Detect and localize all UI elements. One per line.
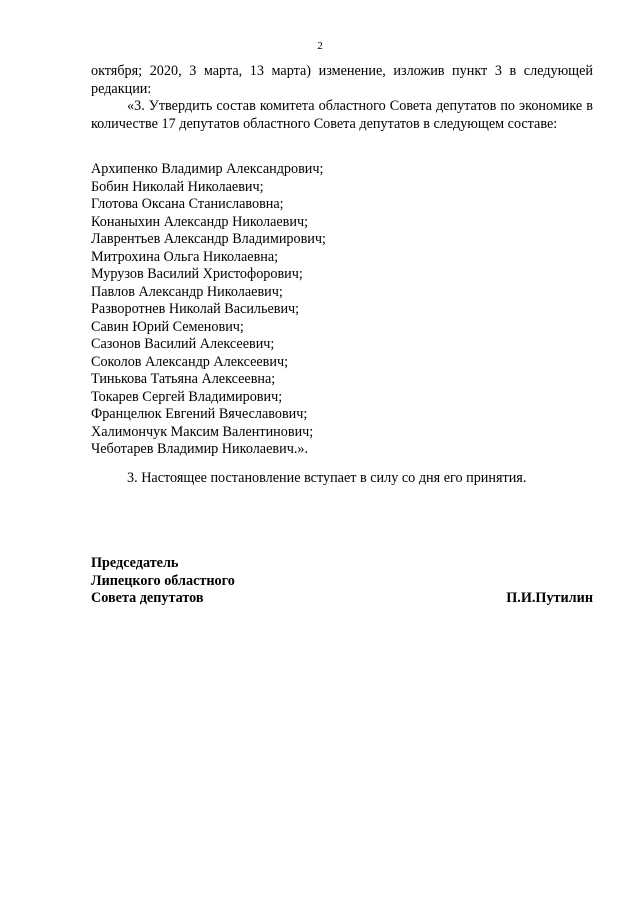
member-item: Францелюк Евгений Вячеславович; [91,406,308,422]
signatory-title-line-1: Председатель [91,555,179,571]
signatory-title-line-2: Липецкого областного [91,572,235,589]
member-item: Халимончук Максим Валентинович; [91,423,314,440]
effective-date-paragraph: 3. Настоящее постановление вступает в силу со дня его принятия. [127,470,527,486]
member-item: Тинькова Татьяна Алексеевна; [91,371,276,387]
member-item: Мурузов Василий Христофорович; [91,266,303,282]
member-item: Конаныхин Александр Николаевич; [91,213,309,230]
member-item: Лаврентьев Александр Владимирович; [91,231,326,247]
member-item: Павлов Александр Николаевич; [91,283,283,300]
signature-block [91,555,593,608]
member-item: Разворотнев Николай Васильевич; [91,301,300,317]
member-item: Токарев Сергей Владимирович; [91,388,283,405]
member-item: Бобин Николай Николаевич; [91,178,264,195]
member-item: Соколов Александр Алексеевич; [91,353,289,370]
signatory-title-line-3: Совета депутатов [91,590,204,606]
committee-members-list [91,161,593,459]
page-number: 2 [317,40,323,52]
quote-intro-paragraph: «3. Утвердить состав комитета областного Совета депутатов по экономике в количестве 17 депутатов областного Совета депутатов в следующем составе: [91,98,593,132]
member-item: Архипенко Владимир Александрович; [91,161,324,177]
member-item: Чеботарев Владимир Николаевич.». [91,441,309,457]
member-item: Савин Юрий Семенович; [91,318,244,335]
member-item: Глотова Оксана Станиславовна; [91,196,284,212]
member-item: Митрохина Ольга Николаевна; [91,248,279,265]
member-item: Сазонов Василий Алексеевич; [91,336,275,352]
signatory-row [91,590,593,608]
continuation-paragraph: октября; 2020, 3 марта, 13 марта) изменение, изложив пункт 3 в следующей редакции: [91,63,593,97]
signatory-name: П.И.Путилин [506,590,593,606]
